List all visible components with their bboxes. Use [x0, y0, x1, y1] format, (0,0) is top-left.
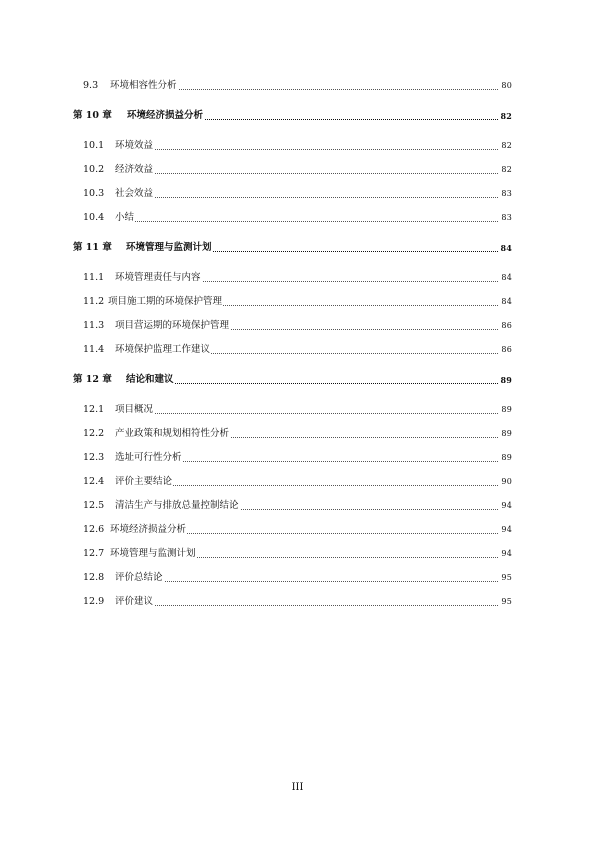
toc-entry-title: 环境管理与监测计划: [110, 548, 196, 559]
toc-leader-dots: [125, 197, 498, 198]
toc-entry-number: 11.3: [83, 320, 105, 331]
toc-entry-page: 95: [501, 597, 512, 606]
toc-entry-page: 90: [501, 477, 512, 486]
toc-entry-number: 12.4: [83, 476, 105, 487]
toc-entry-number: 9.3: [83, 80, 99, 91]
toc-entry-number: 12.5: [83, 500, 105, 511]
toc-entry-title: 评价建议: [115, 596, 154, 607]
toc-chapter-entry[interactable]: [0, 373, 595, 387]
toc-entry-number: 12.7: [83, 548, 105, 559]
toc-chapter-entry[interactable]: [0, 109, 595, 123]
toc-entry[interactable]: [0, 595, 595, 609]
toc-entry-page: 82: [501, 165, 512, 174]
toc-entry-number: 11.2: [83, 296, 105, 307]
toc-entry[interactable]: [0, 475, 595, 489]
toc-entry-number: 10.1: [83, 140, 105, 151]
toc-entry-title: 环境保护监理工作建议: [115, 344, 211, 355]
toc-entry-page: 89: [501, 453, 512, 462]
toc-entry[interactable]: [0, 547, 595, 561]
toc-entry[interactable]: [0, 139, 595, 153]
toc-chapter-number: 第 12 章: [73, 374, 112, 385]
toc-entry-title: 环境管理责任与内容: [115, 272, 201, 283]
toc-entry[interactable]: [0, 187, 595, 201]
toc-entry[interactable]: [0, 211, 595, 225]
toc-entry-title: 小结: [115, 212, 135, 223]
toc-entry-number: 11.4: [83, 344, 105, 355]
toc-entry[interactable]: [0, 79, 595, 93]
toc-entry[interactable]: [0, 163, 595, 177]
toc-entry-title: 清洁生产与排放总量控制结论: [115, 500, 239, 511]
toc-entry-title: 评价主要结论: [115, 476, 173, 487]
toc-entry-number: 12.8: [83, 572, 105, 583]
toc-chapter-title: 结论和建议: [126, 374, 174, 385]
toc-leader-dots: [125, 413, 498, 414]
toc-entry[interactable]: [0, 343, 595, 357]
toc-entry-page: 83: [501, 213, 512, 222]
toc-entry-page: 84: [501, 297, 512, 306]
toc-entry-page: 95: [501, 573, 512, 582]
toc-entry-number: 12.6: [83, 524, 105, 535]
toc-entry-number: 12.2: [83, 428, 105, 439]
toc-entry-page: 89: [501, 429, 512, 438]
toc-leader-dots: [125, 149, 498, 150]
toc-entry-title: 环境相容性分析: [110, 80, 177, 91]
toc-leader-dots: [125, 221, 498, 222]
toc-chapter-title: 环境经济损益分析: [127, 110, 204, 121]
toc-entry-number: 12.3: [83, 452, 105, 463]
toc-entry-number: 10.2: [83, 164, 105, 175]
toc-entry-page: 89: [500, 375, 512, 385]
toc-entry-title: 环境经济损益分析: [110, 524, 187, 535]
toc-entry[interactable]: [0, 571, 595, 585]
toc-entry-title: 经济效益: [115, 164, 154, 175]
toc-entry-page: 86: [501, 345, 512, 354]
toc-entry-page: 94: [501, 525, 512, 534]
toc-entry[interactable]: [0, 295, 595, 309]
toc-entry-number: 10.4: [83, 212, 105, 223]
toc-leader-dots: [140, 383, 498, 384]
toc-entry-page: 94: [501, 549, 512, 558]
toc-entry[interactable]: [0, 523, 595, 537]
toc-entry-page: 86: [501, 321, 512, 330]
toc-entry-page: 80: [501, 81, 512, 90]
toc-entry-page: 84: [500, 243, 512, 253]
toc-entry-number: 12.9: [83, 596, 105, 607]
toc-leader-dots: [125, 173, 498, 174]
toc-entry-title: 评价总结论: [115, 572, 163, 583]
toc-entry-number: 10.3: [83, 188, 105, 199]
toc-entry[interactable]: [0, 451, 595, 465]
toc-entry-number: 12.1: [83, 404, 105, 415]
toc-entry-page: 82: [500, 111, 512, 121]
toc-entry-title: 环境效益: [115, 140, 154, 151]
toc-chapter-title: 环境管理与监测计划: [126, 242, 212, 253]
toc-entry[interactable]: [0, 403, 595, 417]
toc-entry[interactable]: [0, 319, 595, 333]
toc-entry-title: 产业政策和规划相符性分析: [115, 428, 230, 439]
toc-entry-title: 项目营运期的环境保护管理: [115, 320, 230, 331]
toc-entry-page: 82: [501, 141, 512, 150]
toc-chapter-number: 第 11 章: [73, 242, 112, 253]
toc-leader-dots: [125, 605, 498, 606]
toc-entry-page: 94: [501, 501, 512, 510]
toc-entry-page: 83: [501, 189, 512, 198]
page-number: III: [291, 782, 304, 793]
toc-entry-number: 11.1: [83, 272, 105, 283]
toc-leader-dots: [125, 581, 498, 582]
toc-entry-page: 84: [501, 273, 512, 282]
toc-chapter-entry[interactable]: [0, 241, 595, 255]
toc-entry-title: 项目概况: [115, 404, 154, 415]
toc-entry[interactable]: [0, 499, 595, 513]
toc-entry[interactable]: [0, 271, 595, 285]
toc-entry-title: 选址可行性分析: [115, 452, 182, 463]
toc-entry-title: 社会效益: [115, 188, 154, 199]
toc-entry-page: 89: [501, 405, 512, 414]
toc-entry-title: 项目施工期的环境保护管理: [108, 296, 223, 307]
toc-chapter-number: 第 10 章: [73, 110, 112, 121]
toc-entry[interactable]: [0, 427, 595, 441]
toc-leader-dots: [125, 485, 498, 486]
